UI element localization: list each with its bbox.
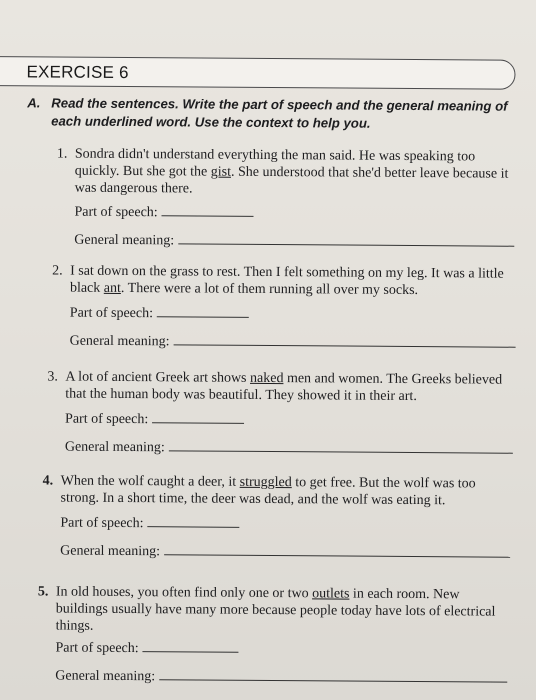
item-number: 1. bbox=[56, 146, 68, 162]
field-label: Part of speech: bbox=[74, 204, 158, 221]
field-label: General meaning: bbox=[69, 333, 170, 350]
field-label: General meaning: bbox=[55, 668, 156, 685]
exercise-banner bbox=[0, 56, 516, 90]
part-of-speech-field[interactable] bbox=[74, 204, 253, 222]
sentence-text: Sondra didn't understand everything the man said. He was speaking too quickly. But she got the bbox=[74, 146, 476, 180]
underlined-word: struggled bbox=[239, 474, 292, 491]
item-sentence bbox=[56, 584, 504, 638]
item-sentence bbox=[70, 263, 518, 300]
field-label: General meaning: bbox=[64, 439, 165, 456]
exercise-item-5 bbox=[37, 583, 508, 685]
field-label: Part of speech: bbox=[69, 305, 154, 322]
general-meaning-field[interactable] bbox=[60, 543, 510, 563]
item-sentence bbox=[65, 369, 513, 406]
answer-blank[interactable] bbox=[152, 422, 244, 424]
answer-blank[interactable] bbox=[159, 679, 507, 682]
exercise-item-1 bbox=[56, 146, 527, 249]
sentence-text: in each room. New buildings usually have many more because people today have lots of electrical things. bbox=[55, 586, 496, 634]
general-meaning-field[interactable] bbox=[65, 439, 513, 459]
exercise-item-4 bbox=[42, 472, 513, 560]
field-label: Part of speech: bbox=[65, 411, 149, 428]
field-label: General meaning: bbox=[60, 543, 161, 560]
underlined-word: naked bbox=[249, 370, 284, 387]
general-meaning-field[interactable] bbox=[55, 668, 507, 688]
item-number: 3. bbox=[47, 369, 58, 385]
answer-blank[interactable] bbox=[169, 450, 513, 453]
section-letter: A. bbox=[27, 95, 41, 111]
answer-blank[interactable] bbox=[162, 215, 254, 217]
sentence-text: men and women. The Greeks believed that the human body was beautiful. They showed it in their art. bbox=[65, 371, 503, 405]
answer-blank[interactable] bbox=[157, 316, 249, 318]
general-meaning-field[interactable] bbox=[74, 232, 514, 252]
exercise-item-3 bbox=[47, 368, 517, 456]
item-number: 4. bbox=[42, 473, 54, 489]
field-label: Part of speech: bbox=[55, 640, 139, 657]
part-of-speech-field[interactable] bbox=[65, 411, 244, 429]
answer-blank[interactable] bbox=[148, 526, 240, 528]
exercise-title: EXERCISE 6 bbox=[26, 62, 129, 83]
underlined-word: outlets bbox=[312, 586, 350, 602]
general-meaning-field[interactable] bbox=[70, 333, 516, 353]
answer-blank[interactable] bbox=[143, 651, 239, 653]
item-number: 2. bbox=[52, 263, 63, 279]
sentence-text: In old houses, you often find only one or two bbox=[55, 584, 313, 602]
field-label: Part of speech: bbox=[60, 515, 144, 532]
underlined-word: gist bbox=[210, 164, 232, 180]
part-of-speech-field[interactable] bbox=[60, 515, 239, 533]
exercise-item-2 bbox=[52, 262, 522, 350]
instructions-text: Read the sentences. Write the part of speech and the general meaning of each underlined word. Use the context to help you. bbox=[51, 95, 508, 131]
item-number: 5. bbox=[37, 584, 49, 600]
sentence-text: . She understood that she'd better leave because it was dangerous there. bbox=[74, 164, 509, 197]
answer-blank[interactable] bbox=[164, 554, 510, 557]
answer-blank[interactable] bbox=[173, 344, 515, 347]
sentence-text: I sat down on the grass to rest. Then I felt something on my leg. It was a little black bbox=[69, 263, 504, 296]
part-of-speech-field[interactable] bbox=[70, 305, 249, 323]
field-label: General meaning: bbox=[74, 232, 175, 249]
sentence-text: A lot of ancient Greek art shows bbox=[65, 369, 251, 386]
item-sentence bbox=[60, 473, 508, 510]
sentence-text: . There were a lot of them running all over my socks. bbox=[120, 280, 419, 299]
item-sentence bbox=[75, 146, 523, 200]
answer-blank[interactable] bbox=[178, 243, 514, 246]
sentence-text: to get free. But the wolf was too strong. In a short time, the deer was dead, and the wolf was eating it. bbox=[60, 475, 476, 509]
part-of-speech-field[interactable] bbox=[55, 640, 238, 658]
underlined-word: ant bbox=[103, 280, 121, 296]
section-instructions bbox=[27, 94, 527, 131]
sentence-text: When the wolf caught a deer, it bbox=[60, 473, 240, 490]
